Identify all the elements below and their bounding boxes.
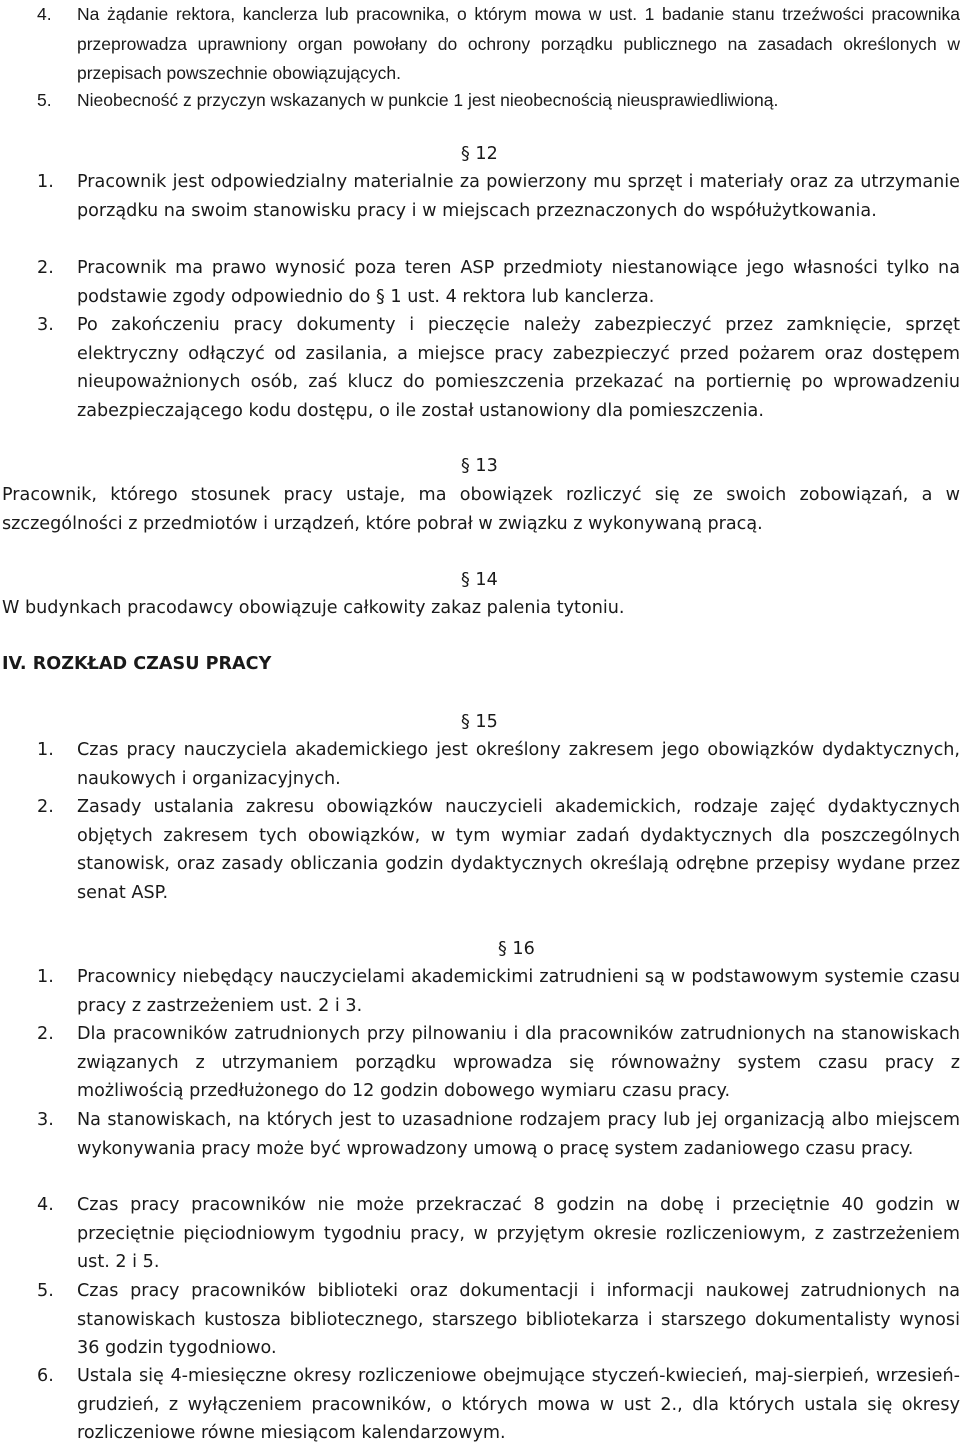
item-number: 3. bbox=[37, 1110, 54, 1130]
item-number: 5. bbox=[37, 1281, 54, 1301]
item-text: Nieobecność z przyczyn wskazanych w punkcie 1 jest nieobecnością nieusprawiedliwioną. bbox=[77, 90, 779, 110]
item-text: Pracownik ma prawo wynosić poza teren ASP przedmioty niestanowiące jego własności tylko na podstawie zgody odpowiednio do § 1 ust. 4 rektora lub kanclerza. bbox=[77, 258, 960, 307]
section-title-16: § 16 bbox=[498, 939, 535, 959]
section-title-13: § 13 bbox=[461, 456, 498, 476]
item-number: 6. bbox=[37, 1366, 54, 1386]
section-paragraph: Pracownik, którego stosunek pracy ustaje, ma obowiązek rozliczyć się ze swoich zobowiązań, a w szczególności z przedmiotów i urządzeń, które pobrał w związku z wykonywaną pracą. bbox=[2, 485, 960, 534]
section-title-15: § 15 bbox=[461, 712, 498, 732]
item-text: Pracownik jest odpowiedzialny materialnie za powierzony mu sprzęt i materiały oraz za utrzymanie porządku na swoim stanowisku pracy i w miejscach przeznaczonych do współużytkowania. bbox=[77, 172, 960, 221]
item-number: 2. bbox=[37, 1024, 54, 1044]
item-number: 1. bbox=[37, 172, 54, 192]
item-number: 2. bbox=[37, 797, 54, 817]
item-number: 1. bbox=[37, 967, 54, 987]
chapter-heading: IV. ROZKŁAD CZASU PRACY bbox=[2, 654, 272, 674]
section-title-14: § 14 bbox=[461, 570, 498, 590]
item-text: Czas pracy pracowników biblioteki oraz dokumentacji i informacji naukowej zatrudnionych na stanowiskach kustosza bibliotecznego, starszego bibliotekarza i starszego dokumentalisty wynosi 36 godzin tygodniowo. bbox=[77, 1281, 960, 1359]
item-text: Pracownicy niebędący nauczycielami akademickimi zatrudnieni są w podstawowym systemie czasu pracy z zastrzeżeniem ust. 2 i 3. bbox=[77, 967, 960, 1016]
item-text: Zasady ustalania zakresu obowiązków nauczycieli akademickich, rodzaje zajęć dydaktycznych objętych zakresem tych obowiązków, w tym wymiar zadań dydaktycznych dla poszczególnych stanowisk, oraz zasady obliczania godzin dydaktycznych określają odrębne przepisy wydane przez senat ASP. bbox=[77, 797, 960, 903]
item-number: 3. bbox=[37, 315, 54, 335]
section-paragraph: W budynkach pracodawcy obowiązuje całkowity zakaz palenia tytoniu. bbox=[2, 598, 625, 618]
item-text: Po zakończeniu pracy dokumenty i pieczęcie należy zabezpieczyć przez zamknięcie, sprzęt elektryczny odłączyć od zasilania, a miejsce pracy zabezpieczyć przed pożarem oraz dostępem nieupoważnionych osób, zaś klucz do pomieszczenia przekazać na portiernię po wprowadzeniu zabezpieczającego kodu dostępu, o ile został ustanowiony dla pomieszczenia. bbox=[77, 315, 960, 421]
item-number: 2. bbox=[37, 258, 54, 278]
item-text: Ustala się 4-miesięczne okresy rozliczeniowe obejmujące styczeń-kwiecień, maj-sierpień, wrzesień-grudzień, z wyłączeniem pracowników, o których mowa w ust 2., dla których ustala się okresy rozliczeniowe równe miesiącom kalendarzowym. bbox=[77, 1366, 960, 1444]
item-text: Czas pracy pracowników nie może przekraczać 8 godzin na dobę i przeciętnie 40 godzin w przeciętnie pięciodniowym tygodniu pracy, w przyjętym okresie rozliczeniowym, z zastrzeżeniem ust. 2 i 5. bbox=[77, 1195, 960, 1273]
item-number: 4. bbox=[37, 1195, 54, 1215]
item-text: Na żądanie rektora, kanclerza lub pracownika, o którym mowa w ust. 1 badanie stanu trzeźwości pracownika przeprowadza uprawniony organ powołany do ochrony porządku publicznego na zasadach określonych w przepisach powszechnie obowiązujących. bbox=[77, 4, 960, 83]
item-text: Dla pracowników zatrudnionych przy pilnowaniu i dla pracowników zatrudnionych na stanowiskach związanych z utrzymaniem porządku wprowadza się równoważny system czasu pracy z możliwością przedłużonego do 12 godzin dobowego wymiaru czasu pracy. bbox=[77, 1024, 960, 1102]
item-text: Czas pracy nauczyciela akademickiego jest określony zakresem jego obowiązków dydaktycznych, naukowych i organizacyjnych. bbox=[77, 740, 960, 789]
item-number: 4. bbox=[37, 4, 52, 24]
item-number: 1. bbox=[37, 740, 54, 760]
section-title-12: § 12 bbox=[461, 144, 498, 164]
item-number: 5. bbox=[37, 90, 52, 110]
item-text: Na stanowiskach, na których jest to uzasadnione rodzajem pracy lub jej organizacją albo miejscem wykonywania pracy może być wprowadzony umową o pracę system zadaniowego czasu pracy. bbox=[77, 1110, 960, 1159]
